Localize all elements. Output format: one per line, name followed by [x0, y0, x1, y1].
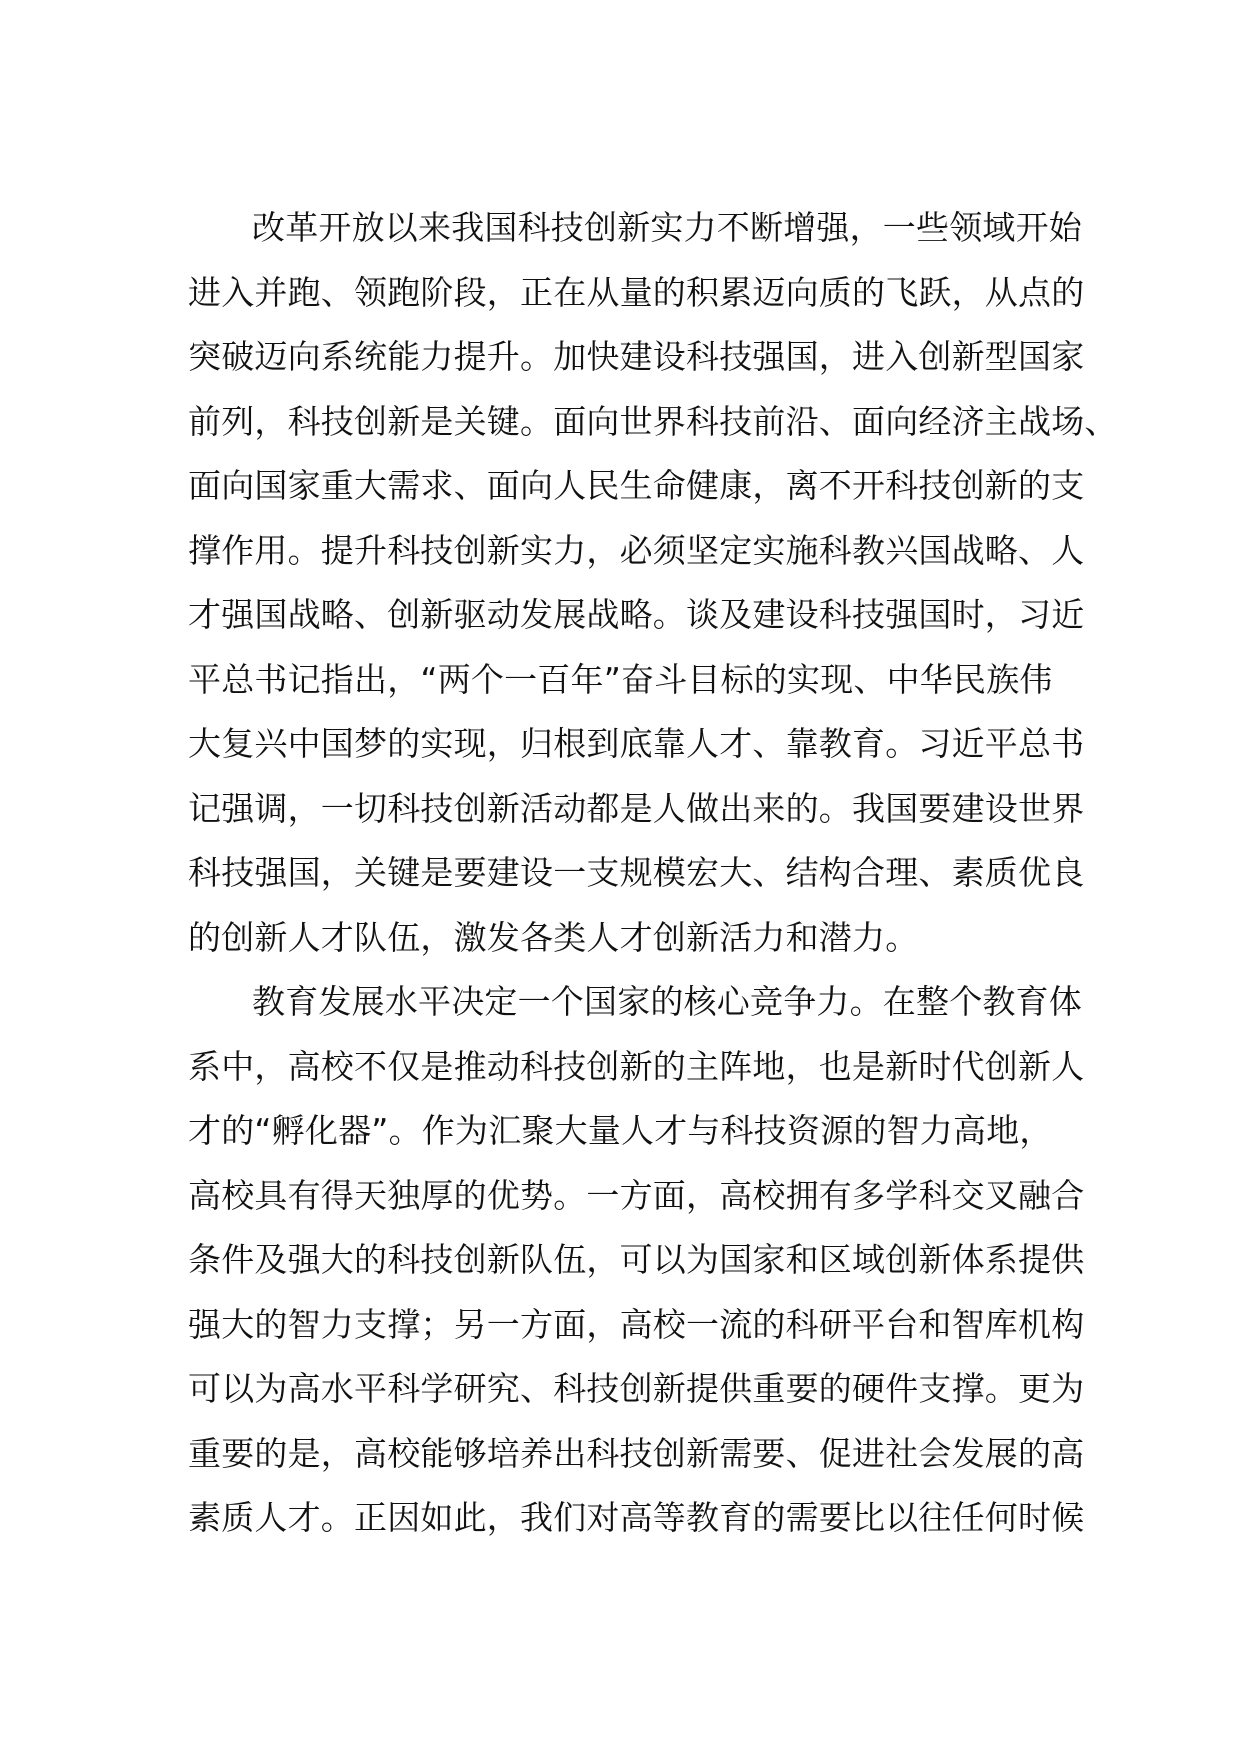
paragraph-1 [188, 196, 1118, 970]
text-line: 记强调，一切科技创新活动都是人做出来的。我国要建设世界 [188, 788, 1085, 828]
text-line: 大复兴中国梦的实现，归根到底靠人才、靠教育。习近平总书 [188, 724, 1085, 763]
paragraph-2 [188, 970, 1085, 1551]
text-line: 重要的是，高校能够培养出科技创新需要、促进社会发展的高 [188, 1433, 1085, 1473]
text-line: 素质人才。正因如此，我们对高等教育的需要比以往任何时候 [188, 1498, 1085, 1537]
text-line: 才强国战略、创新驱动发展战略。谈及建设科技强国时，习近 [188, 595, 1085, 634]
text-line: 强大的智力支撑；另一方面，高校一流的科研平台和智库机构 [188, 1304, 1085, 1344]
document-body [188, 196, 1118, 1551]
text-line: 改革开放以来我国科技创新实力不断增强，一些领域开始 [252, 208, 1082, 247]
text-line: 条件及强大的科技创新队伍，可以为国家和区域创新体系提供 [188, 1240, 1085, 1279]
text-line: 前列，科技创新是关键。面向世界科技前沿、面向经济主战场、 [188, 401, 1118, 441]
text-line: 才的“孵化器”。作为汇聚大量人才与科技资源的智力高地， [188, 1111, 1053, 1150]
text-line: 进入并跑、领跑阶段，正在从量的积累迈向质的飞跃，从点的 [188, 272, 1085, 312]
text-line: 撑作用。提升科技创新实力，必须坚定实施科教兴国战略、人 [188, 530, 1085, 570]
text-line: 高校具有得天独厚的优势。一方面，高校拥有多学科交叉融合 [188, 1175, 1085, 1215]
text-line: 可以为高水平科学研究、科技创新提供重要的硬件支撑。更为 [188, 1369, 1085, 1408]
text-line: 平总书记指出，“两个一百年”奋斗目标的实现、中华民族伟 [188, 659, 1053, 699]
text-line: 的创新人才队伍，激发各类人才创新活力和潜力。 [188, 917, 919, 957]
text-line: 科技强国，关键是要建设一支规模宏大、结构合理、素质优良 [188, 853, 1085, 892]
text-line: 面向国家重大需求、面向人民生命健康，离不开科技创新的支 [188, 466, 1085, 505]
text-line: 系中，高校不仅是推动科技创新的主阵地，也是新时代创新人 [188, 1046, 1085, 1086]
text-line: 教育发展水平决定一个国家的核心竞争力。在整个教育体 [252, 982, 1082, 1021]
text-line: 突破迈向系统能力提升。加快建设科技强国，进入创新型国家 [188, 337, 1085, 376]
